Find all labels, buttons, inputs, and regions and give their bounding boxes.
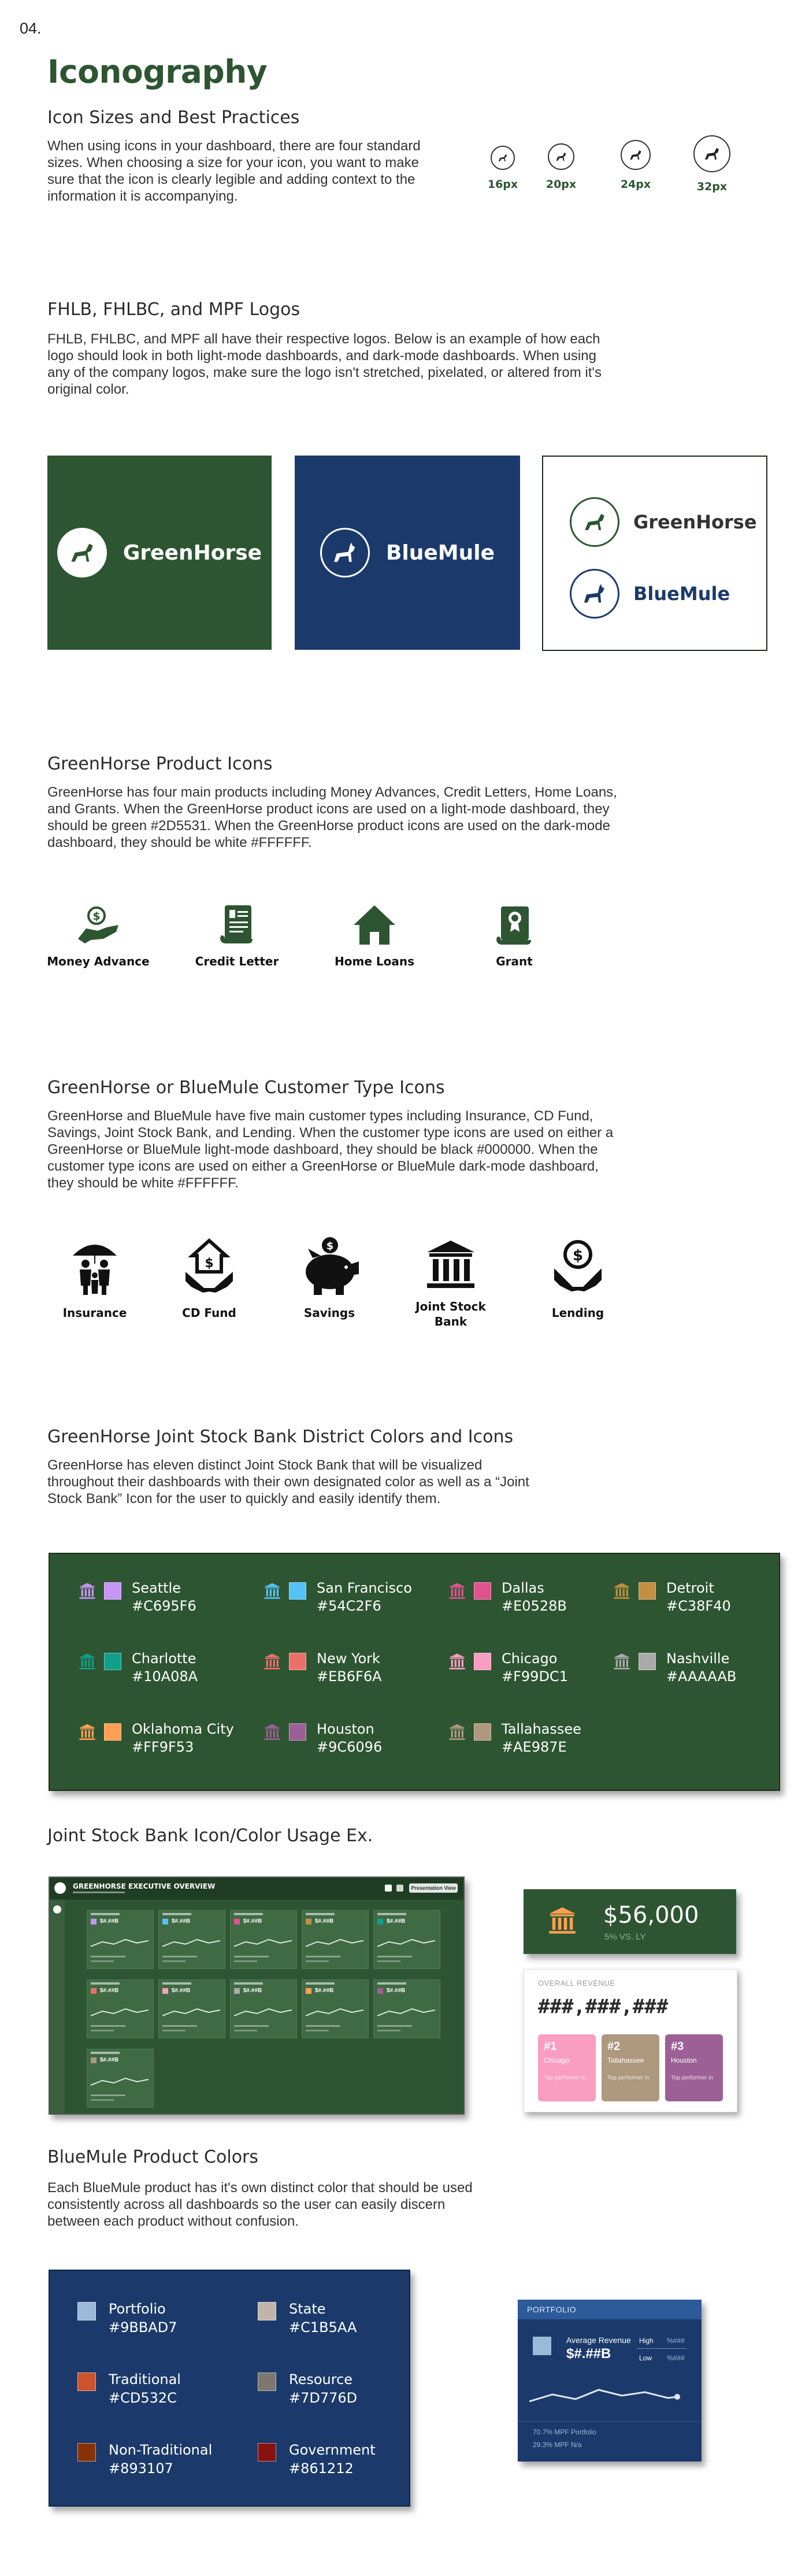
district-chicago — [448, 1650, 568, 1686]
district-name: New York — [317, 1650, 380, 1667]
bank-icon — [162, 1919, 168, 1924]
tile-footer-line — [162, 2030, 185, 2031]
bm-color-name: Portfolio — [109, 2301, 166, 2317]
logo-card-greenhorse-dark — [47, 456, 272, 650]
district-tile[interactable] — [302, 1979, 369, 2038]
bank-icon — [264, 1582, 281, 1600]
dash-nav-icon[interactable] — [53, 1905, 61, 1914]
dashboard-mock — [49, 1877, 465, 2115]
bluemule-wordmark: BlueMule — [633, 583, 730, 605]
credit-letter-icon — [217, 903, 257, 946]
portfolio-low-label: Low — [639, 2354, 652, 2362]
horse-icon — [621, 140, 651, 170]
bank-icon — [548, 1904, 577, 1937]
rank-city: Chicago — [544, 2056, 570, 2064]
district-tile[interactable] — [230, 1910, 297, 1969]
districts-heading: GreenHorse Joint Stock Bank District Colors and Icons — [47, 1427, 514, 1447]
district-charlotte — [79, 1650, 198, 1686]
portfolio-divider — [637, 2348, 686, 2349]
rank-card[interactable] — [538, 2034, 596, 2101]
bm-color-hex: #893107 — [109, 2460, 173, 2477]
tile-sparkline — [306, 1934, 363, 1951]
district-swatch — [289, 1723, 306, 1741]
lending-icon — [552, 1237, 604, 1297]
overall-revenue-card — [524, 1969, 737, 2112]
dash-help-icon[interactable] — [396, 1885, 403, 1892]
money-advance-icon — [75, 905, 122, 946]
district-hex: #AAAAAB — [666, 1668, 737, 1685]
tile-title-line — [91, 1913, 120, 1915]
product-money-advance — [40, 905, 156, 968]
tile-sparkline — [306, 2003, 363, 2020]
bm-colors-panel — [49, 2270, 410, 2507]
customer-cd-fund — [151, 1237, 267, 1320]
bank-icon — [162, 1988, 168, 1994]
bank-icon — [79, 1652, 96, 1671]
rank-city: Houston — [671, 2056, 697, 2064]
bank-icon — [264, 1723, 281, 1741]
district-tile[interactable] — [302, 1910, 369, 1969]
bm-color-name: Government — [289, 2442, 376, 2458]
tile-footer-line — [91, 1960, 114, 1962]
district-hex: #54C2F6 — [317, 1598, 381, 1614]
bank-icon — [448, 1652, 466, 1671]
product-icons-heading: GreenHorse Product Icons — [47, 754, 273, 774]
tile-footer-line — [377, 2030, 400, 2031]
bm-swatch — [77, 2302, 96, 2320]
portfolio-foot-1: 70.7% MPF Portfolio — [533, 2428, 597, 2436]
bm-swatch — [258, 2373, 276, 2391]
district-name: San Francisco — [317, 1580, 412, 1596]
tile-title-line — [377, 1913, 406, 1915]
tile-title-line — [306, 1982, 335, 1985]
greenhorse-logo-icon — [570, 497, 619, 547]
district-dallas — [448, 1579, 567, 1615]
bm-color-name: Resource — [289, 2371, 353, 2388]
rank-number: #3 — [671, 2040, 684, 2053]
size-sample-16 — [484, 146, 521, 191]
size-label-16: 16px — [487, 178, 518, 191]
tile-value: $#.##B — [315, 1987, 334, 1994]
greenhorse-wordmark: GreenHorse — [633, 511, 757, 533]
customer-label-line2: Bank — [434, 1315, 467, 1328]
portfolio-foot-divider — [518, 2421, 702, 2422]
tile-footer-line — [91, 2030, 114, 2031]
tile-footer-line — [377, 2025, 412, 2027]
bank-icon — [234, 1988, 240, 1994]
usage-heading: Joint Stock Bank Icon/Color Usage Ex. — [47, 1826, 373, 1846]
tile-sparkline — [234, 1934, 292, 1951]
district-detroit — [613, 1579, 731, 1615]
district-hex: #9C6096 — [317, 1739, 383, 1755]
bank-icon — [306, 1919, 311, 1924]
portfolio-avg-value: $#.##B — [566, 2346, 611, 2362]
dash-title: GREENHORSE EXECUTIVE OVERVIEW — [73, 1882, 216, 1890]
product-credit-letter — [179, 903, 295, 968]
customer-label: Savings — [303, 1306, 355, 1320]
product-grant — [457, 903, 572, 968]
tile-value: $#.##B — [172, 1918, 191, 1924]
district-swatch — [474, 1723, 491, 1741]
district-swatch — [639, 1653, 656, 1670]
rank-note: Top performer in — [544, 2075, 586, 2081]
customer-joint-stock-bank — [393, 1238, 509, 1329]
bank-icon — [79, 1723, 96, 1741]
district-san-francisco — [264, 1579, 412, 1615]
size-sample-24 — [616, 140, 655, 191]
bm-color-name: Traditional — [109, 2371, 181, 2388]
bm-color-hex: #C1B5AA — [289, 2319, 357, 2336]
district-new-york — [264, 1650, 382, 1686]
rank-number: #2 — [607, 2040, 621, 2053]
portfolio-sparkline — [529, 2373, 690, 2413]
greenhorse-logo-icon — [57, 528, 107, 578]
tile-footer-line — [162, 2025, 197, 2027]
district-hex: #EB6F6A — [317, 1668, 382, 1685]
tile-footer-line — [377, 1960, 400, 1962]
size-sample-20 — [543, 143, 580, 191]
district-swatch — [104, 1723, 121, 1741]
tile-sparkline — [91, 1934, 149, 1951]
horse-icon — [693, 135, 730, 172]
tile-title-line — [306, 1913, 335, 1915]
bm-color-hex: #9BBAD7 — [109, 2319, 177, 2336]
greenhorse-logo-light — [570, 497, 757, 547]
customer-label — [393, 1299, 509, 1329]
bm-color-portfolio — [77, 2300, 177, 2337]
district-houston — [264, 1720, 382, 1756]
bm-color-traditional — [77, 2370, 181, 2407]
size-label-24: 24px — [620, 178, 651, 191]
rank-city: Tallahassee — [607, 2056, 644, 2064]
portfolio-avg-label: Average Revenue — [566, 2336, 631, 2345]
horse-icon — [491, 146, 515, 170]
tile-sparkline — [377, 1934, 435, 1951]
bank-icon — [425, 1238, 477, 1290]
district-tile[interactable] — [373, 1910, 440, 1969]
tile-title-line — [91, 1982, 120, 1985]
district-name: Nashville — [666, 1650, 730, 1667]
tile-sparkline — [91, 2003, 149, 2020]
customer-label: CD Fund — [182, 1306, 236, 1320]
tile-footer-line — [162, 1956, 197, 1957]
rank-card[interactable] — [602, 2034, 659, 2101]
tile-sparkline — [377, 2003, 435, 2020]
district-swatch — [289, 1653, 306, 1670]
bank-icon — [79, 1582, 96, 1600]
bm-color-non-traditional — [77, 2441, 212, 2478]
cd-fund-icon — [183, 1237, 235, 1297]
bluemule-logo-icon — [320, 528, 370, 578]
bank-icon — [234, 1919, 240, 1924]
bank-icon — [448, 1723, 466, 1741]
district-hex: #F99DC1 — [502, 1668, 568, 1685]
greenhorse-wordmark: GreenHorse — [123, 541, 262, 565]
bm-color-state — [258, 2300, 357, 2337]
dash-logo-icon — [54, 1882, 66, 1894]
presentation-view-button[interactable]: Presentation View — [409, 1883, 458, 1893]
tile-value: $#.##B — [100, 1987, 119, 1994]
svg-text:$: $ — [572, 1247, 584, 1264]
bluemule-logo-light — [570, 569, 730, 619]
district-swatch — [474, 1582, 491, 1600]
district-name: Oklahoma City — [132, 1721, 234, 1737]
tile-sparkline — [162, 1934, 220, 1951]
districts-body: GreenHorse has eleven distinct Joint Stock Bank that will be visualized throughout their dashboards with their own designated color as well as a “Joint Stock Bank” Icon for the user to quickly and easily identify them. — [47, 1457, 529, 1507]
product-icons-body: GreenHorse has four main products including Money Advances, Credit Letters, Home Loans, and Grants. When the GreenHorse product icons are used on a light-mode dashboard, they should be green #2D5531. When the GreenHorse product icons are used on the dark-mode dashboard, they should be white #FFFFFF. — [47, 784, 617, 850]
tile-value: $#.##B — [387, 1987, 406, 1994]
customer-label: Insurance — [62, 1306, 127, 1320]
district-hex: #C38F40 — [666, 1598, 731, 1614]
tile-sparkline — [162, 2003, 220, 2020]
svg-text:$: $ — [326, 1240, 334, 1252]
tile-value: $#.##B — [100, 2057, 119, 2063]
tile-value: $#.##B — [243, 1987, 262, 1994]
kpi-value: $56,000 — [603, 1902, 699, 1929]
district-kpi-card — [524, 1889, 736, 1954]
bank-icon — [613, 1652, 630, 1671]
district-hex: #FF9F53 — [132, 1739, 194, 1755]
portfolio-card-title: PORTFOLIO — [527, 2305, 577, 2314]
size-sample-32 — [689, 135, 735, 193]
product-label: Home Loans — [335, 954, 414, 968]
bm-colors-heading: BlueMule Product Colors — [47, 2147, 259, 2167]
tile-title-line — [162, 1913, 191, 1915]
district-swatch — [104, 1653, 121, 1670]
logos-body: FHLB, FHLBC, and MPF all have their respective logos. Below is an example of how each logo should look in both light-mode dashboards, and dark-mode dashboards. When using any of the company logos, make sure the logo isn't stretched, pixelated, or altered from it's original color. — [47, 331, 602, 397]
bm-swatch — [258, 2443, 276, 2462]
rank-note: Top performer in — [607, 2075, 650, 2081]
portfolio-foot-2: 29.3% MPF N/a — [533, 2441, 582, 2449]
logo-card-light — [542, 456, 767, 651]
bm-color-resource — [258, 2370, 357, 2407]
district-tile[interactable] — [158, 1910, 225, 1969]
portfolio-swatch — [533, 2337, 551, 2355]
logo-card-bluemule-dark — [295, 456, 520, 650]
district-name: Houston — [317, 1721, 374, 1737]
bank-icon — [448, 1582, 466, 1600]
tile-title-line — [234, 1982, 263, 1985]
tile-footer-line — [234, 1960, 257, 1962]
district-tile[interactable] — [230, 1979, 297, 2038]
tile-footer-line — [91, 1956, 125, 1957]
rank-card[interactable] — [665, 2034, 723, 2101]
bm-colors-body: Each BlueMule product has it's own distinct color that should be used consistently across all dashboards so the user can easily discern between each product without confusion. — [47, 2180, 473, 2229]
rank-number: #1 — [544, 2040, 557, 2053]
bm-color-name: Non-Traditional — [109, 2442, 213, 2458]
bluemule-wordmark: BlueMule — [385, 541, 495, 565]
tile-sparkline — [91, 2072, 149, 2090]
bm-swatch — [258, 2302, 276, 2320]
size-label-20: 20px — [545, 178, 577, 191]
portfolio-low-value: %### — [667, 2354, 685, 2362]
customer-lending — [520, 1237, 636, 1320]
bank-icon — [377, 1919, 383, 1924]
rank-note: Top performer in — [671, 2075, 713, 2081]
portfolio-high-value: %### — [667, 2337, 685, 2345]
bm-color-name: State — [289, 2301, 326, 2317]
portfolio-high-label: High — [639, 2337, 654, 2345]
district-name: Charlotte — [132, 1650, 196, 1667]
dash-info-icon[interactable] — [385, 1885, 392, 1892]
tile-footer-line — [377, 1956, 412, 1957]
district-name: Detroit — [666, 1580, 714, 1596]
icon-sizes-heading: Icon Sizes and Best Practices — [47, 108, 300, 128]
customer-types-heading: GreenHorse or BlueMule Customer Type Icons — [47, 1078, 445, 1098]
bank-icon — [91, 1988, 97, 1994]
district-swatch — [639, 1582, 656, 1600]
tile-value: $#.##B — [243, 1918, 262, 1924]
icon-sizes-body: When using icons in your dashboard, there are four standard sizes. When choosing a size for your icon, you want to make sure that the icon is clearly legible and adding context to the information it is accompanying. — [47, 138, 421, 204]
customer-types-body: GreenHorse and BlueMule have five main customer types including Insurance, CD Fund, Savings, Joint Stock Bank, and Lending. When the customer type icons are used on either a GreenHorse or BlueMule light-mode dashboard, they should be black #000000. When the customer type icons are used on either a GreenHorse or BlueMule dark-mode dashboard, they should be white #FFFFFF. — [47, 1108, 614, 1191]
tile-title-line — [162, 1982, 191, 1985]
district-panel — [49, 1553, 780, 1791]
district-seattle — [79, 1579, 196, 1615]
bm-color-hex: #CD532C — [109, 2390, 177, 2406]
dash-subtitle-line — [73, 1892, 125, 1893]
tile-footer-line — [91, 2025, 125, 2027]
tile-footer-line — [306, 1956, 340, 1957]
district-swatch — [474, 1653, 491, 1670]
tile-footer-line — [234, 1956, 269, 1957]
tile-footer-line — [306, 1960, 329, 1962]
district-tile[interactable] — [373, 1979, 440, 2038]
savings-icon — [298, 1234, 361, 1297]
district-hex: #E0528B — [502, 1598, 567, 1614]
district-name: Seattle — [132, 1580, 181, 1596]
bm-color-hex: #7D776D — [289, 2390, 358, 2406]
product-label: Credit Letter — [195, 954, 279, 968]
tile-value: $#.##B — [315, 1918, 334, 1924]
customer-label-line1: Joint Stock — [415, 1300, 486, 1313]
bank-icon — [306, 1988, 311, 1994]
page-number: 04. — [20, 20, 42, 37]
grant-icon — [494, 903, 535, 946]
district-name: Dallas — [502, 1580, 544, 1596]
logos-heading: FHLB, FHLBC, and MPF Logos — [47, 299, 300, 320]
tile-sparkline — [234, 2003, 292, 2020]
product-label: Grant — [496, 954, 533, 968]
dash-sidebar — [50, 1900, 65, 2114]
district-hex: #C695F6 — [132, 1598, 196, 1614]
bank-icon — [613, 1582, 630, 1600]
bm-color-hex: #861212 — [289, 2460, 354, 2477]
bank-icon — [91, 2057, 97, 2063]
customer-insurance — [37, 1237, 153, 1320]
tile-title-line — [234, 1913, 263, 1915]
product-home-loans — [317, 903, 432, 968]
district-tile[interactable] — [87, 2049, 154, 2108]
district-tile[interactable] — [87, 1979, 154, 2038]
bluemule-logo-icon — [570, 569, 619, 619]
district-swatch — [104, 1582, 121, 1600]
svg-text:$: $ — [92, 910, 101, 923]
district-oklahoma-city — [79, 1720, 234, 1756]
customer-label: Lending — [551, 1306, 604, 1320]
tile-footer-line — [306, 2025, 340, 2027]
district-tile[interactable] — [87, 1910, 154, 1969]
overall-label: OVERALL REVENUE — [538, 1979, 615, 1987]
horse-icon — [548, 143, 574, 170]
product-label: Money Advance — [47, 954, 150, 968]
district-hex: #10A08A — [132, 1668, 198, 1685]
tile-title-line — [377, 1982, 406, 1985]
bank-icon — [264, 1652, 281, 1671]
page-title: Iconography — [47, 53, 268, 90]
customer-savings — [272, 1234, 387, 1320]
tile-value: $#.##B — [172, 1987, 191, 1994]
tile-value: $#.##B — [387, 1918, 406, 1924]
tile-title-line — [91, 2052, 120, 2054]
bm-color-government — [258, 2441, 376, 2478]
tile-footer-line — [234, 2025, 269, 2027]
overall-value: ###,###,### — [538, 1995, 669, 2018]
district-hex: #AE987E — [502, 1739, 567, 1755]
district-name: Tallahassee — [502, 1721, 581, 1737]
portfolio-card — [518, 2300, 702, 2462]
home-loans-icon — [352, 903, 396, 946]
tile-footer-line — [234, 2030, 257, 2031]
district-tile[interactable] — [158, 1979, 225, 2038]
district-nashville — [613, 1650, 736, 1686]
bm-swatch — [77, 2373, 96, 2391]
district-swatch — [289, 1582, 306, 1600]
district-name: Chicago — [502, 1650, 558, 1667]
tile-footer-line — [162, 1960, 185, 1962]
tile-footer-line — [306, 2030, 329, 2031]
bank-icon — [91, 1919, 97, 1924]
bm-swatch — [77, 2443, 96, 2462]
svg-text:$: $ — [205, 1256, 214, 1271]
bank-icon — [377, 1988, 383, 1994]
district-tallahassee — [448, 1720, 581, 1756]
insurance-icon — [70, 1237, 119, 1297]
size-label-32: 32px — [696, 180, 728, 193]
kpi-subtext: 5% VS. LY — [604, 1932, 646, 1942]
tile-footer-line — [91, 2099, 114, 2101]
tile-value: $#.##B — [100, 1918, 119, 1924]
tile-footer-line — [91, 2094, 125, 2096]
